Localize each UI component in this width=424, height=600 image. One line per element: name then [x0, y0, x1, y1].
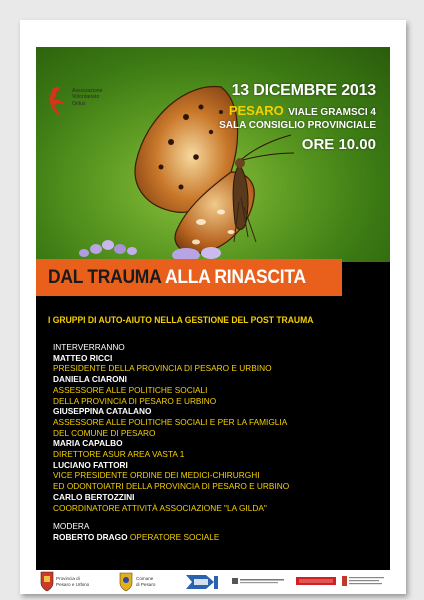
event-address: VIALE GRAMSCI 4	[288, 106, 376, 118]
event-city: PESARO	[228, 102, 284, 118]
subtitle: I GRUPPI DI AUTO-AIUTO NELLA GESTIONE DEL POST TRAUMA	[48, 315, 314, 325]
title-part1: DAL TRAUMA	[48, 266, 162, 288]
event-info	[219, 83, 376, 153]
moderator-name: ROBERTO DRAGO	[53, 531, 128, 542]
speakers-heading: INTERVERRANNO	[53, 342, 125, 352]
butterfly-photo	[36, 47, 390, 262]
event-date: 13 DICEMBRE 2013	[231, 82, 376, 99]
butterfly-illustration	[36, 47, 390, 262]
poster-sheet	[20, 20, 406, 594]
title-banner	[36, 259, 342, 296]
speaker-name: MARIA CAPALBO	[53, 438, 123, 449]
moderator-line	[53, 532, 383, 543]
comune-label-line: Comune	[136, 576, 154, 581]
moderator-block	[53, 521, 383, 542]
event-location	[219, 103, 376, 120]
provincia-crest-icon	[40, 570, 54, 592]
speaker-role: DELLA PROVINCIA DI PESARO E URBINO	[53, 395, 217, 406]
speaker-role: DEL COMUNE DI PESARO	[53, 427, 156, 438]
poster	[36, 47, 390, 570]
fondazione-logo-icon	[232, 570, 286, 592]
provincia-label-line: Pesaro e Urbino	[56, 581, 90, 587]
provincia-label-line: Provincia di	[56, 576, 80, 581]
moderator-role: OPERATORE SOCIALE	[129, 531, 220, 542]
organizer-logo-icon	[48, 85, 70, 115]
speaker-role: ED ODONTOIATRI DELLA PROVINCIA DI PESARO E URBINO	[53, 481, 290, 492]
organizer-name-line: Volontariato	[72, 94, 100, 101]
moderator-heading: MODERA	[53, 521, 90, 532]
speaker-name: GIUSEPPINA CATALANO	[53, 406, 152, 417]
speaker-name: CARLO BERTOZZINI	[53, 491, 135, 502]
comune-crest-icon	[119, 570, 133, 592]
event-venue: SALA CONSIGLIO PROVINCIALE	[219, 119, 376, 131]
organizer-name-line: Onlus	[72, 100, 86, 107]
speaker-role: DIRETTORE ASUR AREA VASTA 1	[53, 449, 185, 460]
speaker-role: VICE PRESIDENTE ORDINE DEI MEDICI-CHIRURGHI	[53, 470, 260, 481]
speaker-name: LUCIANO FATTORI	[53, 459, 128, 470]
speakers-list	[53, 342, 383, 543]
event-time: ORE 10.00	[301, 136, 376, 154]
organizer-logo	[48, 85, 128, 121]
organizer-name	[72, 88, 132, 107]
speaker-role: ASSESSORE ALLE POLITICHE SOCIALI	[53, 384, 208, 395]
speaker-role: COORDINATORE ATTIVITÀ ASSOCIAZIONE "LA GILDA"	[53, 502, 267, 513]
provincia-label	[56, 576, 89, 587]
comune-label-line: di Pesaro	[136, 581, 156, 587]
speaker-role: PRESIDENTE DELLA PROVINCIA DI PESARO E URBINO	[53, 363, 272, 374]
organizer-name-line: Associazione	[72, 88, 103, 94]
sponsor-logo-icon	[342, 570, 386, 592]
sponsor-logos	[36, 570, 390, 594]
speaker-name: MATTEO RICCI	[53, 352, 113, 363]
comune-label	[136, 576, 155, 587]
asur-logo-icon	[184, 570, 220, 592]
speaker-role: ASSESSORE ALLE POLITICHE SOCIALI E PER LA FAMIGLIA	[53, 416, 288, 427]
omron-logo-icon	[296, 570, 336, 592]
speaker-name: DANIELA CIARONI	[53, 374, 127, 385]
title-part2: ALLA RINASCITA	[165, 266, 307, 288]
